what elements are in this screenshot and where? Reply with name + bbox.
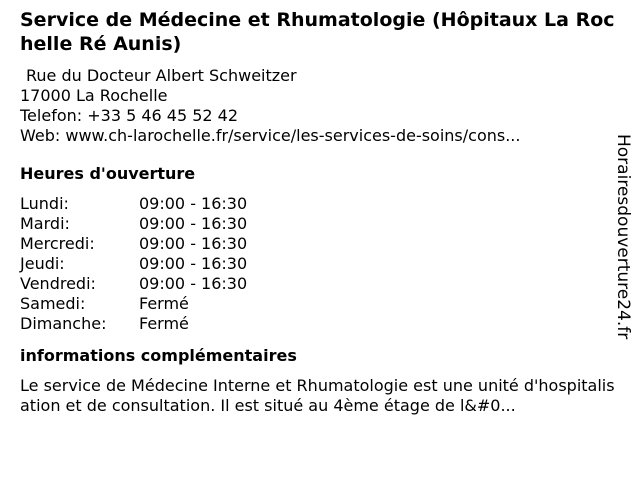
hours-table [20, 194, 610, 334]
time-value: 09:00 - 16:30 [139, 274, 248, 293]
page-title: Service de Médecine et Rhumatologie (Hôpitaux La Rochelle Ré Aunis) [20, 9, 615, 55]
listing-content [20, 8, 615, 416]
hours-heading: Heures d'ouverture [20, 164, 196, 183]
time-value: 09:00 - 16:30 [139, 214, 248, 233]
web-line: Web: www.ch-larochelle.fr/service/les-services-de-soins/cons... [20, 126, 521, 145]
time-value: Fermé [139, 314, 189, 333]
day-label: Mercredi: [20, 234, 95, 253]
hours-row-friday [20, 274, 610, 294]
time-value: 09:00 - 16:30 [139, 234, 248, 253]
phone-line: Telefon: +33 5 46 45 52 42 [20, 106, 239, 125]
hours-row-wednesday [20, 234, 610, 254]
time-value: 09:00 - 16:30 [139, 254, 248, 273]
info-text: Le service de Médecine Interne et Rhumatologie est une unité d'hospitalisation et de consultation. Il est situé au 4ème étage de l&#0... [20, 376, 615, 415]
time-value: 09:00 - 16:30 [139, 194, 248, 213]
address-block [20, 66, 610, 146]
site-watermark: Horairesdouverture24.fr [613, 134, 633, 340]
street-address: Rue du Docteur Albert Schweitzer [26, 66, 297, 85]
city-line: 17000 La Rochelle [20, 86, 168, 105]
day-label: Vendredi: [20, 274, 96, 293]
hours-row-thursday [20, 254, 610, 274]
hours-row-sunday [20, 314, 610, 334]
day-label: Dimanche: [20, 314, 107, 333]
time-value: Fermé [139, 294, 189, 313]
hours-row-monday [20, 194, 610, 214]
day-label: Samedi: [20, 294, 86, 313]
info-heading: informations complémentaires [20, 346, 297, 365]
hours-row-tuesday [20, 214, 610, 234]
day-label: Lundi: [20, 194, 69, 213]
day-label: Mardi: [20, 214, 70, 233]
hours-row-saturday [20, 294, 610, 314]
day-label: Jeudi: [20, 254, 65, 273]
